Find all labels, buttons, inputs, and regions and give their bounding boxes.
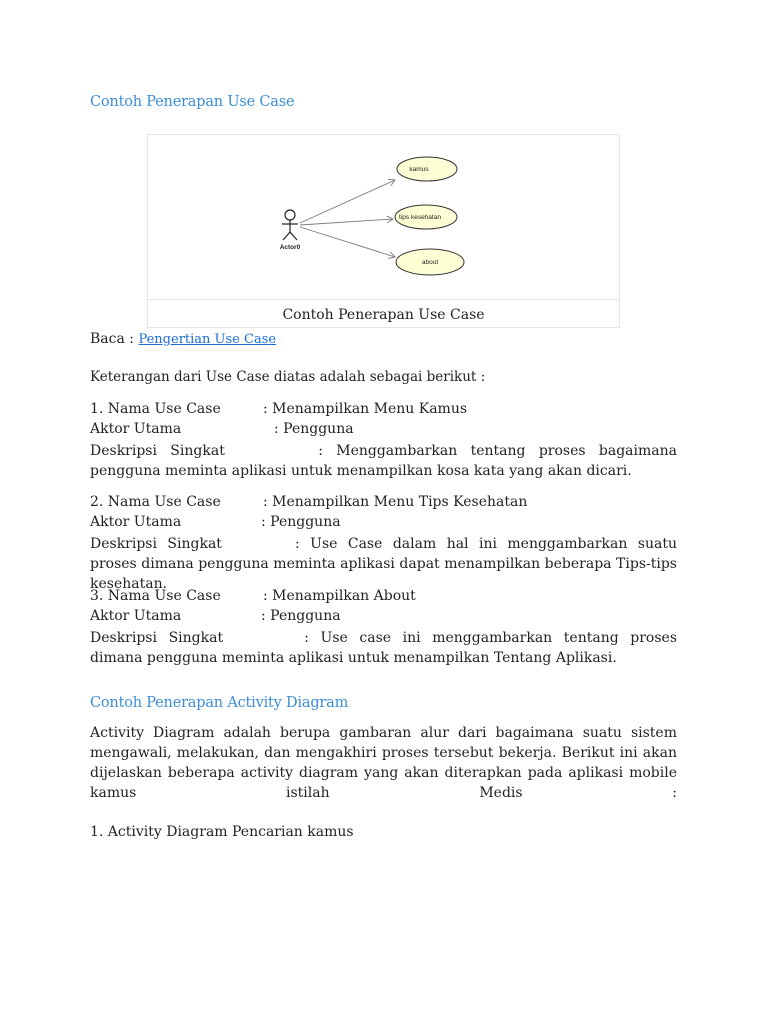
item-1-actor-value: : Pengguna xyxy=(274,421,354,437)
use-case-diagram xyxy=(148,135,621,299)
item-3-description: Deskripsi Singkat : Use case ini menggambarkan tentang proses dimana pengguna meminta aplikasi untuk menampilkan Tentang Aplikasi. xyxy=(90,630,686,666)
item-2-name-label: 2. Nama Use Case xyxy=(90,494,221,510)
usecase-tips-label: tips kesehatan xyxy=(399,214,441,221)
intro-text: Keterangan dari Use Case diatas adalah sebagai berikut : xyxy=(90,369,486,385)
item-1-name-label: 1. Nama Use Case xyxy=(90,401,221,417)
item-2-actor-value: : Pengguna xyxy=(261,514,341,530)
association-line-tips xyxy=(300,219,393,225)
item-1-name-row xyxy=(90,401,468,417)
section-heading-use-case: Contoh Penerapan Use Case xyxy=(90,94,295,110)
item-2-actor-row xyxy=(90,514,341,530)
pengertian-use-case-link[interactable]: Pengertian Use Case xyxy=(138,332,277,347)
usecase-kamus-label: kamus xyxy=(409,166,429,173)
item-3-name-label: 3. Nama Use Case xyxy=(90,588,221,604)
use-case-figure xyxy=(147,134,620,328)
figure-caption: Contoh Penerapan Use Case xyxy=(282,307,485,323)
figure-divider xyxy=(148,299,619,300)
activity-diagram-paragraph: Activity Diagram adalah berupa gambaran alur dari bagaimana suatu sistem mengawali, melakukan, dan mengakhiri proses tersebut bekerja. Berikut ini akan dijelaskan beberapa activity diagram yang akan diterapkan pada aplikasi mobile kamus istilah Medis : xyxy=(90,725,677,801)
item-1-actor-label: Aktor Utama xyxy=(90,421,182,437)
item-2-actor-label: Aktor Utama xyxy=(90,514,182,530)
item-2-name-value: : Menampilkan Menu Tips Kesehatan xyxy=(263,494,528,510)
usecase-kamus xyxy=(397,157,457,181)
item-1-actor-row xyxy=(90,421,354,437)
item-3-name-value: : Menampilkan About xyxy=(263,588,416,604)
baca-prefix: Baca : xyxy=(90,331,134,347)
usecase-about xyxy=(396,249,464,275)
section-heading-activity-diagram: Contoh Penerapan Activity Diagram xyxy=(90,695,349,711)
item-3-actor-row xyxy=(90,608,341,624)
item-1-name-value: : Menampilkan Menu Kamus xyxy=(263,401,468,417)
activity-item-1: 1. Activity Diagram Pencarian kamus xyxy=(90,824,354,840)
actor-label: Actor0 xyxy=(279,244,301,251)
association-line-about xyxy=(300,227,395,257)
item-2-name-row xyxy=(90,494,528,510)
association-line-kamus xyxy=(300,180,395,223)
usecase-about-label: about xyxy=(421,259,439,266)
baca-line xyxy=(90,331,276,347)
item-3-name-row xyxy=(90,588,416,604)
actor-stick-figure xyxy=(282,210,298,240)
item-3-actor-label: Aktor Utama xyxy=(90,608,182,624)
usecase-tips-kesehatan xyxy=(395,205,457,229)
item-1-description: Deskripsi Singkat : Menggambarkan tentang proses bagaimana pengguna meminta aplikasi untuk menampilkan kosa kata yang akan dicari. xyxy=(90,443,686,479)
item-3-actor-value: : Pengguna xyxy=(261,608,341,624)
item-2-description: Deskripsi Singkat : Use Case dalam hal ini menggambarkan suatu proses dimana pengguna meminta aplikasi dapat menampilkan beberapa Tips-tips kesehatan. xyxy=(90,536,686,592)
